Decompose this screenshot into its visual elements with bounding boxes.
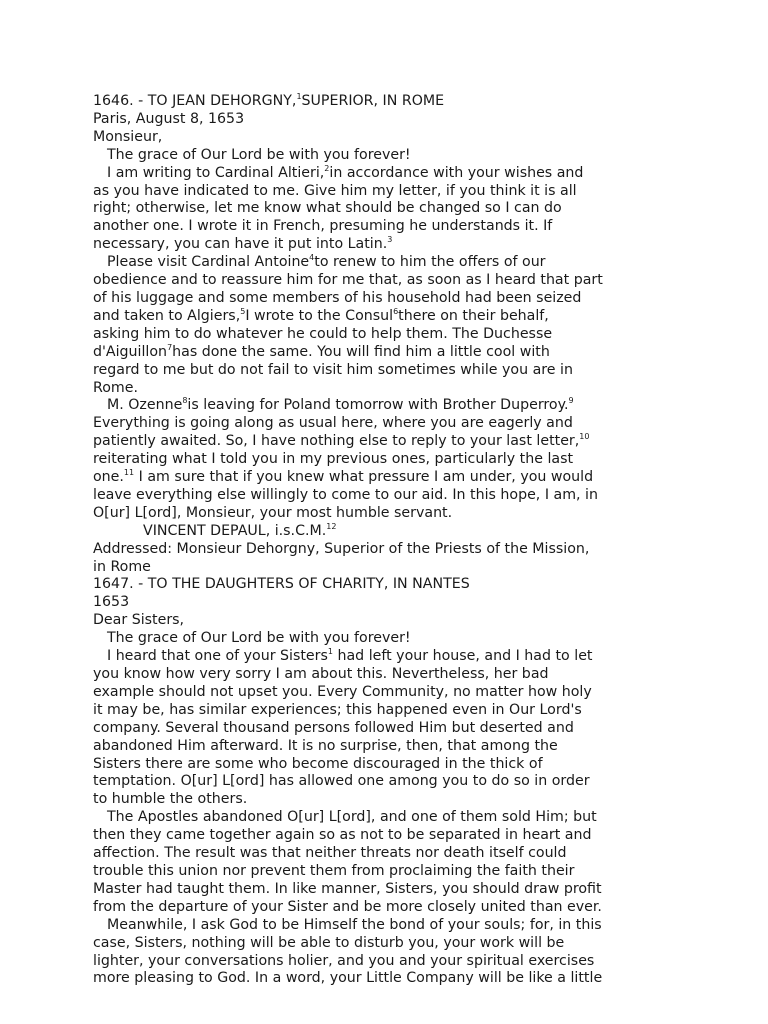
text-line bbox=[93, 702, 693, 720]
text-line bbox=[93, 272, 693, 290]
text-segment: has done the same. You will find him a little cool with bbox=[172, 343, 550, 360]
text-segment: you know how very sorry I am about this. Nevertheless, her bad bbox=[93, 666, 549, 682]
text-segment: to humble the others. bbox=[93, 791, 248, 808]
text-line bbox=[93, 487, 693, 505]
text-segment: company. Several thousand persons followed Him but deserted and bbox=[93, 719, 574, 736]
text-line bbox=[93, 630, 693, 648]
text-segment: from the departure of your Sister and be more closely united than ever. bbox=[93, 898, 602, 915]
text-line bbox=[93, 791, 693, 809]
text-segment: Sisters there are some who become discouraged in the thick of bbox=[93, 755, 543, 772]
text-segment: d'Aiguillon bbox=[93, 343, 168, 360]
text-segment: I am writing to Cardinal Altieri, bbox=[107, 164, 325, 181]
text-line bbox=[93, 845, 693, 863]
text-segment: leave everything else willingly to come to our aid. In this hope, I am, in bbox=[93, 486, 598, 503]
signature-line bbox=[93, 523, 693, 541]
text-segment: then they came together again so as not to be separated in heart and bbox=[93, 827, 592, 844]
text-segment: right; otherwise, let me know what should be changed so I can do bbox=[93, 200, 562, 217]
text-line bbox=[93, 93, 693, 111]
text-segment: reiterating what I told you in my previous ones, particularly the last bbox=[93, 451, 574, 468]
text-line bbox=[93, 129, 693, 147]
text-segment: obedience and to reassure him for me that, as soon as I heard that part bbox=[93, 272, 603, 289]
text-segment: I am sure that if you knew what pressure I am under, you would bbox=[134, 469, 594, 486]
text-line bbox=[93, 773, 693, 791]
text-segment: as you have indicated to me. Give him my letter, if you think it is all bbox=[93, 182, 577, 199]
text-line bbox=[93, 935, 693, 953]
text-segment: had left your house, and I had to let bbox=[332, 648, 593, 665]
text-line bbox=[93, 415, 693, 433]
document-body bbox=[93, 93, 693, 988]
text-segment: in accordance with your wishes and bbox=[329, 164, 584, 181]
text-line bbox=[93, 505, 693, 523]
text-segment: to renew to him the offers of our bbox=[314, 254, 546, 271]
text-line bbox=[93, 666, 693, 684]
text-line bbox=[93, 576, 693, 594]
text-segment: 1646. - TO JEAN DEHORGNY, bbox=[93, 93, 297, 109]
text-segment: I heard that one of your Sisters bbox=[107, 648, 328, 665]
text-line bbox=[93, 254, 693, 272]
text-line bbox=[93, 612, 693, 630]
footnote-marker: 10 bbox=[579, 432, 590, 442]
text-segment: in Rome bbox=[93, 558, 151, 575]
text-segment: SUPERIOR, IN ROME bbox=[301, 93, 445, 109]
text-segment: patiently awaited. So, I have nothing else to reply to your last letter, bbox=[93, 433, 580, 450]
footnote-marker: 3 bbox=[387, 235, 393, 245]
text-line bbox=[93, 218, 693, 236]
text-line bbox=[93, 147, 693, 165]
text-segment: 1647. - TO THE DAUGHTERS OF CHARITY, IN NANTES bbox=[93, 576, 470, 593]
text-line bbox=[93, 809, 693, 827]
text-line bbox=[93, 917, 693, 935]
text-line bbox=[93, 433, 693, 451]
text-segment: it may be, has similar experiences; this happened even in Our Lord's bbox=[93, 701, 582, 718]
text-line bbox=[93, 827, 693, 845]
text-line bbox=[93, 559, 693, 577]
text-segment: Meanwhile, I ask God to be Himself the bond of your souls; for, in this bbox=[107, 916, 602, 933]
text-segment: example should not upset you. Every Community, no matter how holy bbox=[93, 683, 592, 700]
footnote-marker: 11 bbox=[123, 468, 135, 478]
text-segment: case, Sisters, nothing will be able to disturb you, your work will be bbox=[93, 934, 565, 951]
text-segment: trouble this union nor prevent them from proclaiming the faith their bbox=[93, 862, 575, 879]
footnote-marker: 4 bbox=[309, 253, 315, 263]
footnote-marker: 7 bbox=[167, 342, 173, 352]
text-line bbox=[93, 970, 693, 988]
text-line bbox=[93, 648, 693, 666]
text-segment: VINCENT DEPAUL, i.s.C.M. bbox=[143, 522, 327, 539]
text-line bbox=[93, 469, 693, 487]
text-segment: 1653 bbox=[93, 594, 130, 611]
text-line bbox=[93, 756, 693, 774]
footnote-marker: 8 bbox=[182, 396, 188, 406]
text-segment: one. bbox=[93, 469, 124, 486]
text-segment: necessary, you can have it put into Latin. bbox=[93, 236, 388, 253]
text-line bbox=[93, 183, 693, 201]
text-segment: Monsieur, bbox=[93, 128, 163, 145]
text-segment: regard to me but do not fail to visit him sometimes while you are in bbox=[93, 361, 573, 378]
text-segment: Please visit Cardinal Antoine bbox=[107, 254, 310, 271]
text-segment: affection. The result was that neither threats nor death itself could bbox=[93, 845, 567, 862]
text-segment: another one. I wrote it in French, presuming he understands it. If bbox=[93, 218, 553, 235]
text-segment: more pleasing to God. In a word, your Little Company will be like a little bbox=[93, 970, 603, 987]
text-line bbox=[93, 380, 693, 398]
text-line bbox=[93, 738, 693, 756]
text-segment: there on their behalf, bbox=[398, 307, 549, 324]
footnote-marker: 1 bbox=[296, 92, 302, 101]
text-line bbox=[93, 953, 693, 971]
text-line bbox=[93, 236, 693, 254]
text-segment: O[ur] L[ord], Monsieur, your most humble servant. bbox=[93, 504, 453, 521]
text-segment: Master had taught them. In like manner, Sisters, you should draw profit bbox=[93, 880, 602, 897]
text-line bbox=[93, 451, 693, 469]
footnote-marker: 9 bbox=[568, 396, 574, 406]
text-segment: Paris, August 8, 1653 bbox=[93, 110, 245, 127]
text-line bbox=[93, 594, 693, 612]
text-line bbox=[93, 308, 693, 326]
text-line bbox=[93, 397, 693, 415]
text-segment: Everything is going along as usual here, where you are eagerly and bbox=[93, 415, 573, 432]
text-line bbox=[93, 899, 693, 917]
footnote-marker: 5 bbox=[240, 306, 246, 316]
text-segment: The Apostles abandoned O[ur] L[ord], and one of them sold Him; but bbox=[107, 809, 597, 826]
text-line bbox=[93, 344, 693, 362]
text-segment: The grace of Our Lord be with you forever! bbox=[107, 146, 411, 163]
text-line bbox=[93, 881, 693, 899]
footnote-marker: 1 bbox=[327, 647, 333, 657]
text-segment: The grace of Our Lord be with you forever! bbox=[107, 630, 411, 647]
text-segment: of his luggage and some members of his household had been seized bbox=[93, 289, 582, 306]
text-line bbox=[93, 362, 693, 380]
text-line bbox=[93, 165, 693, 183]
text-segment: abandoned Him afterward. It is no surprise, then, that among the bbox=[93, 737, 558, 754]
text-line bbox=[93, 684, 693, 702]
text-line bbox=[93, 541, 693, 559]
text-line bbox=[93, 326, 693, 344]
text-segment: I wrote to the Consul bbox=[245, 307, 394, 324]
text-segment: Rome. bbox=[93, 379, 138, 396]
text-line bbox=[93, 200, 693, 218]
text-segment: lighter, your conversations holier, and you and your spiritual exercises bbox=[93, 952, 595, 969]
text-segment: asking him to do whatever he could to help them. The Duchesse bbox=[93, 325, 553, 342]
text-segment: temptation. O[ur] L[ord] has allowed one among you to do so in order bbox=[93, 773, 590, 790]
text-line bbox=[93, 863, 693, 881]
text-segment: Dear Sisters, bbox=[93, 612, 185, 629]
footnote-marker: 2 bbox=[324, 163, 330, 173]
text-segment: is leaving for Poland tomorrow with Brother Duperroy. bbox=[187, 397, 569, 414]
footnote-marker: 6 bbox=[393, 306, 399, 316]
text-segment: M. Ozenne bbox=[107, 397, 183, 414]
text-segment: Addressed: Monsieur Dehorgny, Superior of the Priests of the Mission, bbox=[93, 540, 590, 557]
footnote-marker: 12 bbox=[326, 521, 337, 531]
text-line bbox=[93, 111, 693, 129]
text-line bbox=[93, 290, 693, 308]
text-segment: and taken to Algiers, bbox=[93, 307, 241, 324]
text-line bbox=[93, 720, 693, 738]
